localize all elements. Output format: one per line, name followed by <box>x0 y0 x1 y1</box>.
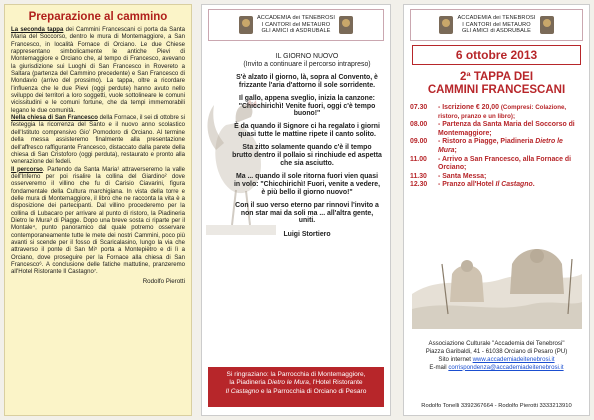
thanks-line-3 <box>208 388 384 396</box>
schedule <box>410 104 583 190</box>
intro-paragraph <box>11 27 185 115</box>
event-title-line-2: CAMMINI FRANCESCANI <box>427 84 566 96</box>
poem-stanza: S'è alzato il giorno, là, sopra al Convento, è frizzante l'aria d'attorno il sole sorridente. <box>236 73 378 89</box>
header-line-2: I CANTORI del METAURO <box>462 21 531 28</box>
route-text: . Partendo da Santa Maria¹ attraverseremo la valle dell'Inferno per poi risalire la collina del Giardino² dove osserveremo il villino che fu di Carisio Ciavarini, figura fondamentale della Cultura marchigiana. In vista della torre e delle mura di Montemaggiore, il libro che ne racconta la vita è a disposizione dei partecipanti. Dal villino procederemo per la collina di Lubacaro per arrivare al punto di ristoro, la Piadineria Dietro le Mura³ di Piagge. Dopo una breve sosta ci riparte per il Montale⁴, punto panoramico dal quale potremo osservare contemporaneamente tutte le mete dei nostri Cammini, poco più avanti si scende per il fosso di Scaricalasino, lungo la via che attraverso il ponte di San Mi⁵ porta a Montepiètro e di lì a Orciano, dove proseguire per la Fornace alla chiesa di San Francesco⁶. A conclusione delle fatiche mattutine, pranzeremo all'Hotel Ristorante Il Castagno⁷. <box>11 166 185 276</box>
schedule-italic: Il Castagno <box>495 181 533 189</box>
schedule-row <box>410 181 583 190</box>
academy-logo-icon <box>439 16 453 34</box>
poem-stanza: Il gallo, appena sveglio, inizia la canzone: "Chicchirichì! Venite fuori, oggi c'è tempo buono!" <box>238 94 376 118</box>
middle-panel <box>201 4 391 416</box>
schedule-desc <box>438 104 583 121</box>
thanks-piadineria: Dietro le Mura <box>267 379 309 387</box>
header-line-3: GLI AMICI di ASDRUBALE <box>461 28 532 35</box>
schedule-text: - Pranzo all'Hotel <box>438 181 496 189</box>
cantori-logo-icon <box>540 16 554 34</box>
poem-stanza: Ma ... quando il sole ritorna fuori vien quasi in volo: "Chicchirichì! Fuori, venite a vedere, è più bello il giorno nuovo!" <box>233 172 381 196</box>
schedule-text: - Arrivo a San Francesco, alla Fornace di Orciano; <box>438 155 572 172</box>
schedule-time: 12.30 <box>410 181 428 189</box>
association-info <box>404 340 589 372</box>
poem-title: IL GIORNO NUOVO <box>275 53 339 60</box>
schedule-row <box>410 173 583 182</box>
schedule-desc <box>438 181 583 190</box>
association-address: Piazza Garibaldi, 41 - 61038 Orciano di Pesaro (PU) <box>425 347 568 355</box>
left-body <box>11 27 185 285</box>
poem-stanza: Con il suo verso eterno par rinnovi l'invito a non star mai da soli ma ... all'altra gente, uniti. <box>235 201 379 225</box>
schedule-text: - Iscrizione € 20,00 <box>438 104 501 111</box>
church-text: della Fornace, il sei di ottobre si festeggia la ricorrenza del Santo e il nuovo anno scolastico dell'Istituto comprensivo Gio' Pomodoro di Orciano. Al termine della messa assisteremo finalmente alla presentazione dell'affresco raffigurante Francesco, distaccato dalla parete della chiesa di San Cristoforo (oggi perduta), restaurato e pronto alla venerazione dei fedeli. <box>11 115 185 166</box>
poem-subtitle: (Invito a continuare il percorso intrapreso) <box>243 60 371 68</box>
schedule-row <box>410 138 583 155</box>
thanks-text: e la Parrocchia di Orciano di Pesaro <box>258 387 367 395</box>
academy-header <box>208 9 384 41</box>
pilgrims-illustration-icon <box>412 234 582 329</box>
schedule-tail: . <box>532 181 535 189</box>
email-label: E-mail <box>429 363 449 371</box>
thanks-line-1: Si ringraziano: la Parrocchia di Montemaggiore, <box>226 371 366 378</box>
website-line <box>404 356 589 364</box>
left-panel <box>4 4 192 416</box>
intro-text: dei Cammini Francescani ci porta da Santa Maria del Soccorso, dentro le mura di Montemaggiore, a San Francesco, in località Fornace di Orciano. Le due Chiese rappresentano simbolicamente le antiche Pievi di Montemaggiore e Orciano che, al tempo di Francesco, avevano la giurisdizione sui Luoghi di San Francesco in Rovereto a Saltara (partenza del Cammino precedente) e San Francesco di Mondavio (arrivo del prossimo). La tappa, oltre a ricordare l'influenza che le due Pievi (oggi perdute) hanno avuto nello sviluppo dei territori a loro soggetti, vuole sottolineare le comuni vicissitudini e le comuni fortune, che da tempi immemorabili legano le due comunità. <box>11 27 185 114</box>
schedule-text: - Partenza da Santa Maria del Soccorso di Montemaggiore; <box>438 121 575 137</box>
poem <box>232 53 382 244</box>
header-line-1: ACCADEMIA dei TENEBROSI <box>457 15 536 22</box>
academy-header <box>410 9 583 41</box>
cantori-logo-icon <box>339 16 353 34</box>
thanks-hotel: Il Castagno <box>225 387 259 395</box>
header-line-1: ACCADEMIA dei TENEBROSI <box>256 15 336 22</box>
schedule-row <box>410 156 583 173</box>
event-date: 6 ottobre 2013 <box>412 45 581 65</box>
schedule-tail: ; <box>454 146 457 154</box>
event-title-line-1: 2ª TAPPA DEI <box>459 71 534 83</box>
poem-stanza: Sta zitto solamente quando c'è il tempo brutto dentro il pollaio si rinchiude ed aspetta che sia asciutto. <box>232 144 382 167</box>
association-name: Associazione Culturale "Accademia dei Tenebrosi" <box>428 340 565 347</box>
schedule-text: - Santa Messa; <box>438 172 487 180</box>
church-paragraph <box>11 115 185 166</box>
schedule-desc <box>438 138 583 155</box>
schedule-time: 09.00 <box>410 138 428 146</box>
schedule-row <box>410 104 583 121</box>
poem-area <box>202 45 390 365</box>
academy-header-text <box>257 15 335 34</box>
thanks-text: , l'Hotel Ristorante <box>308 379 363 387</box>
contact-phones: Rodolfo Tonelli 3392367664 - Rodolfo Pierotti 3333213910 <box>421 403 572 409</box>
website-label: Sito internet <box>438 355 473 363</box>
header-line-2: I CANTORI del METAURO <box>261 21 331 28</box>
schedule-time: 08.00 <box>410 121 428 129</box>
poem-author: Luigi Stortiero <box>283 231 331 239</box>
schedule-time: 07.30 <box>410 104 428 111</box>
schedule-time: 11.30 <box>410 172 427 180</box>
thanks-text: la Piadineria <box>229 379 268 387</box>
left-signature: Rodolfo Pierotti <box>142 277 185 285</box>
schedule-row <box>410 121 583 138</box>
right-panel <box>403 4 590 416</box>
left-heading: Preparazione al cammino <box>28 11 168 23</box>
schedule-time: 11.00 <box>410 155 427 163</box>
website-link[interactable]: www.accademiadeitenebrosi.it <box>472 355 555 363</box>
schedule-italic: Dietro le Mura <box>438 138 563 154</box>
route-paragraph <box>11 167 185 277</box>
academy-header-text <box>457 15 535 34</box>
intro-label: La seconda tappa <box>11 27 64 33</box>
event-title <box>408 71 585 97</box>
schedule-text: - Ristoro a Piagge, Piadineria <box>438 138 536 146</box>
poem-stanza: È da quando il Signore ci ha regalato i giorni quasi tutte le mattine ripete il canto solito. <box>234 123 380 139</box>
thanks-banner <box>208 367 384 407</box>
email-link[interactable]: corrispondenza@accademiadeitenebrosi.it <box>448 363 564 371</box>
header-line-3: GLI AMICI di ASDRUBALE <box>261 28 331 35</box>
email-line <box>404 364 589 372</box>
academy-logo-icon <box>239 16 253 34</box>
church-label: Nella chiesa di San Francesco <box>11 115 98 122</box>
route-label: Il percorso <box>11 166 43 173</box>
thanks-line-2 <box>208 379 384 387</box>
poem-title-block <box>232 53 382 69</box>
schedule-extra: (Compresi: Colazione, ristoro, pranzo e un libro); <box>438 104 567 120</box>
